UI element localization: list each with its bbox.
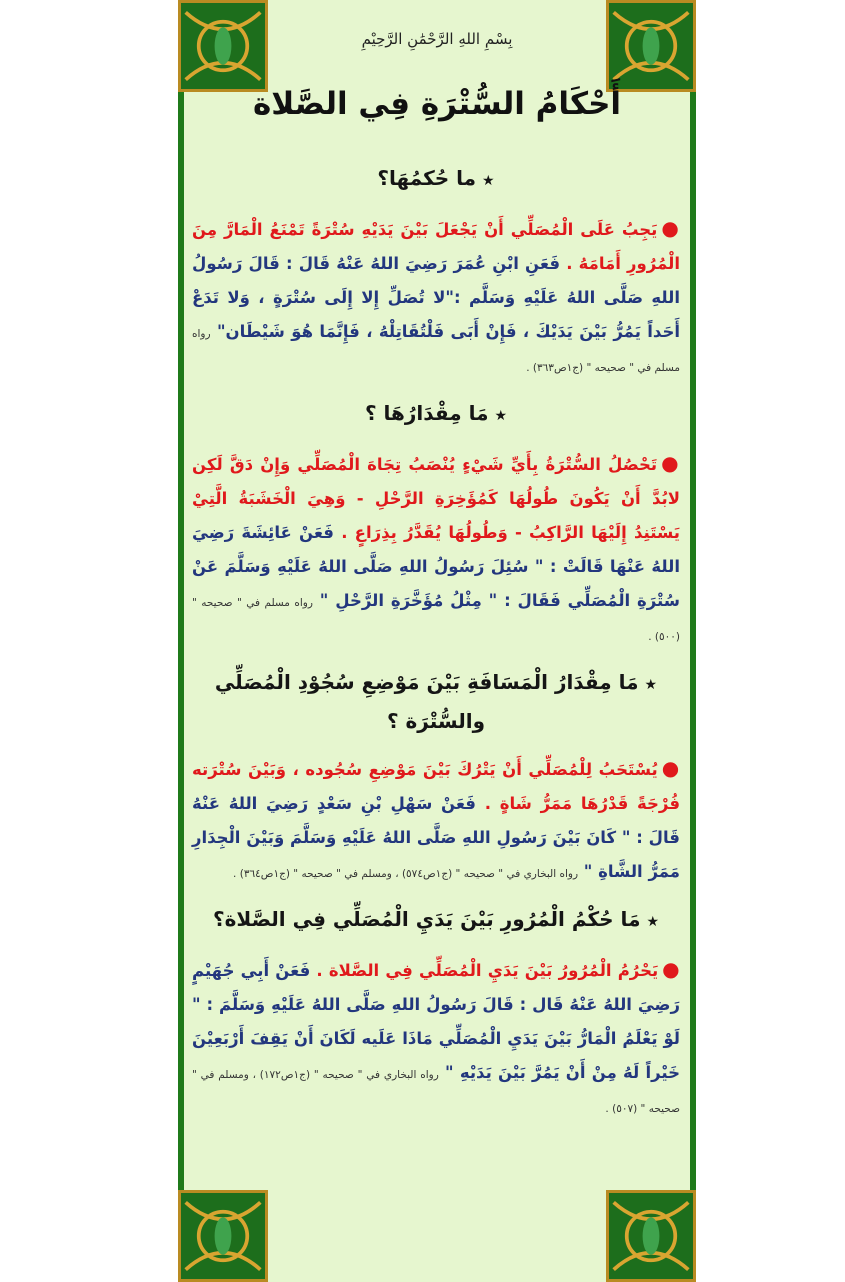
ruling-text: يَحْرُمُ الْمُرُورُ بَيْنَ يَدَيِ الْمُصَلِّي فِي الصَّلاة . <box>316 961 659 980</box>
hadith-text: فَعَنْ أَبِي جُهَيْمٍ رَضِيَ اللهُ عَنْهُ قَال : قَالَ رَسُولُ اللهِ صَلَّى اللهُ عَلَيْهِ وَسَلَّمَ : " لَوْ يَعْلَمُ الْمَارُّ بَيْنَ يَدَيِ الْمُصَلِّي مَاذَا عَلَيه لَكَانَ أَنْ يَقِفَ أَرْبَعِيْنَ خَيْراً لَهُ مِنْ أَنْ يَمُرَّ بَيْنَ يَدَيْهِ " <box>192 961 681 1082</box>
bullet-icon: ● <box>661 756 680 780</box>
section-question: ★مَا مِقْدَارُ الْمَسَافَةِ بَيْنَ مَوْضِعِ سُجُوْدِ الْمُصَلِّي والسُّتْرَة ؟ <box>214 670 658 733</box>
section-question: ★مَا مِقْدَارُهَا ؟ <box>364 401 508 425</box>
ruling-text: يُسْتَحَبُ لِلْمُصَلِّي أَنْ يَتْرُكَ بَيْنَ مَوْضِعِ سُجُوده ، وَبَيْنَ سُتْرَته فُرْجَةً قَدْرُهَا مَمَرُّ شَاةٍ . <box>192 760 681 813</box>
section-body <box>192 751 680 889</box>
basmala: بِسْمِ اللهِ الرَّحْمَٰنِ الرَّحِيْمِ <box>361 30 513 48</box>
bullet-icon: ● <box>661 216 681 240</box>
section-body <box>192 211 680 383</box>
right-border <box>690 0 696 1282</box>
bullet-icon: ● <box>661 451 680 475</box>
bullet-icon: ● <box>662 957 681 981</box>
page-title: أَحْكَامُ السُّتْرَةِ فِي الصَّلاة <box>252 86 622 122</box>
star-icon: ★ <box>482 173 495 189</box>
star-icon: ★ <box>646 914 660 930</box>
corner-ornament-icon <box>178 1190 268 1282</box>
section-body <box>192 446 680 652</box>
hadith-reference: رواه البخاري في " صحيحه " (ج١ص١٧٢) ، ومسلم في " صحيحه " (٥٠٧) . <box>192 1069 680 1115</box>
ruling-text: يَجِبُ عَلَى الْمُصَلِّي أَنْ يَجْعَلَ بَيْنَ يَدَيْهِ سُتْرَةً تَمْنَعُ الْمَارَّ مِنَ الْمُرُورِ أَمَامَهُ . <box>192 220 680 273</box>
hadith-reference: رواه مسلم في " صحيحه " (ج١ص٣٦٣) . <box>192 328 680 374</box>
corner-ornament-icon <box>178 0 268 92</box>
hadith-reference: رواه مسلم في " صحيحه " (٥٠٠) . <box>192 597 680 643</box>
corner-ornament-icon <box>606 1190 696 1282</box>
star-icon: ★ <box>494 408 508 424</box>
hadith-reference: رواه البخاري في " صحيحه " (ج١ص٥٧٤) ، ومسلم في " صحيحه " (ج١ص٣٦٤) . <box>233 868 579 880</box>
section-question: ★ما حُكمُهَا؟ <box>377 166 495 190</box>
ruling-text: تَحْصُلُ السُّتْرَةُ بِأَيِّ شَيْءٍ يُنْصَبُ تِجَاهَ الْمُصَلِّي وَإِنْ دَقَّ لَكِن لابُدَّ أَنْ يَكُونَ طُولُهَا كَمُؤَخِرَةِ الرَّحْلِ - وَهِيَ الْخَشَبَةُ الَّتِيْ يَسْتَنِدُ إِلَيْهَا الرَّاكِبُ - وَطُولُهَا يُقَدَّرُ بِذِرَاعٍ . <box>192 455 680 542</box>
section-question: ★مَا حُكْمُ الْمُرُورِ بَيْنَ يَدَيِ الْمُصَلِّي فِي الصَّلاة؟ <box>212 907 660 931</box>
corner-ornament-icon <box>606 0 696 92</box>
hadith-text: فَعَنِ ابْنِ عُمَرَ رَضِيَ اللهُ عَنْهُ قَالَ : قَالَ رَسُولُ اللهِ صَلَّى اللهُ عَلَيْهِ وَسَلَّم :"لا تُصَلِّ إِلا إِلَى سُتْرَةٍ ، وَلا تَدَعْ أَحَداً يَمُرُّ بَيْنَ يَدَيْكَ ، فَإِنْ أَبَى فَلْتُقَاتِلْهُ ، فَإِنَّمَا هُوَ شَيْطَان" <box>192 254 681 341</box>
hadith-text: فَعَنْ سَهْلِ بْنِ سَعْدٍ رَضِيَ اللهُ عَنْهُ قَالَ : " كَانَ بَيْنَ رَسُولِ اللهِ صَلَّى اللهُ عَلَيْهِ وَسَلَّمَ وَبَيْنَ الْجِدَارِ مَمَرُّ الشَّاةِ " <box>192 794 680 881</box>
hadith-text: فَعَنْ عَائِشَةَ رَضِيَ اللهُ عَنْهَا قَالَتْ : " سُئِلَ رَسُولُ اللهِ صَلَّى اللهُ عَلَيْهِ وَسَلَّمَ عَنْ سُتْرَةِ الْمُصَلِّي فَقَالَ : " مِثْلُ مُؤَخَّرَةِ الرَّحْلِ " <box>192 523 681 610</box>
content <box>192 160 680 1124</box>
star-icon: ★ <box>644 677 658 693</box>
section-body <box>192 952 680 1124</box>
left-border <box>178 0 184 1282</box>
document-card <box>178 0 696 1282</box>
